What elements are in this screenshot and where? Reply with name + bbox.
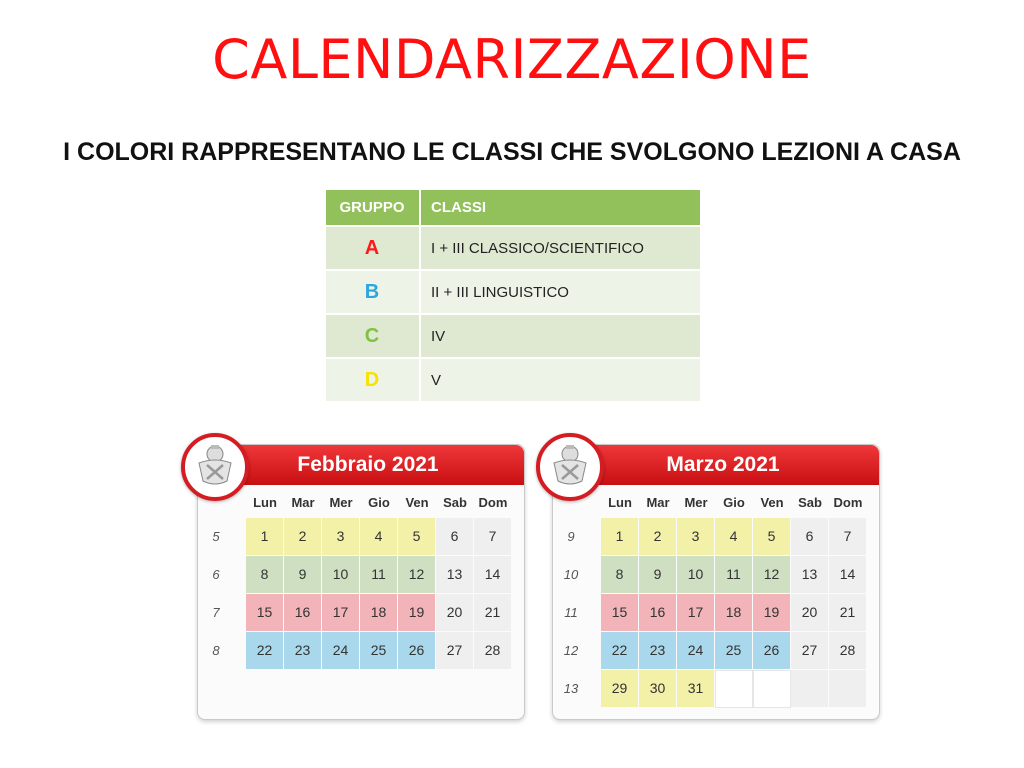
day-cell: 10 xyxy=(322,556,360,594)
day-cell: 7 xyxy=(829,518,867,556)
legend-classes: II + III LINGUISTICO xyxy=(420,270,701,314)
day-cell: 18 xyxy=(360,594,398,632)
day-cell: 19 xyxy=(398,594,436,632)
weekday-label: Ven xyxy=(405,495,429,510)
day-cell: 4 xyxy=(715,518,753,556)
calendar-month-title: Febbraio 2021 xyxy=(297,453,439,476)
day-cell: 20 xyxy=(436,594,474,632)
day-cell: 2 xyxy=(639,518,677,556)
legend-header-classes: CLASSI xyxy=(420,190,701,226)
weekday-label: Dom xyxy=(478,495,508,510)
day-cell xyxy=(753,670,791,708)
day-cell: 2 xyxy=(284,518,322,556)
weekday-label: Gio xyxy=(368,495,390,510)
legend-group-letter: C xyxy=(326,314,420,358)
day-cell: 20 xyxy=(791,594,829,632)
day-cell: 24 xyxy=(677,632,715,670)
day-cell: 21 xyxy=(474,594,512,632)
day-cell: 18 xyxy=(715,594,753,632)
day-cell: 28 xyxy=(474,632,512,670)
day-cell: 16 xyxy=(284,594,322,632)
legend-group-letter: D xyxy=(326,358,420,401)
week-number: 13 xyxy=(563,681,579,696)
day-cell: 16 xyxy=(639,594,677,632)
day-cell: 12 xyxy=(753,556,791,594)
week-number: 11 xyxy=(564,605,578,620)
weekday-label: Lun xyxy=(253,495,277,510)
week-number: 10 xyxy=(563,567,579,582)
weekday-label: Mar xyxy=(646,495,670,510)
page-subtitle: I COLORI RAPPRESENTANO LE CLASSI CHE SVOLGONO LEZIONI A CASA xyxy=(63,138,961,166)
day-cell xyxy=(829,670,867,708)
weekday-label: Dom xyxy=(833,495,863,510)
day-cell: 28 xyxy=(829,632,867,670)
day-cell: 9 xyxy=(284,556,322,594)
day-cell: 4 xyxy=(360,518,398,556)
day-cell: 30 xyxy=(639,670,677,708)
day-cell: 19 xyxy=(753,594,791,632)
day-cell: 25 xyxy=(715,632,753,670)
day-cell: 26 xyxy=(398,632,436,670)
day-cell: 15 xyxy=(601,594,639,632)
day-cell: 14 xyxy=(829,556,867,594)
day-cell: 8 xyxy=(601,556,639,594)
day-cell: 29 xyxy=(601,670,639,708)
legend-group-letter: A xyxy=(326,226,420,270)
weekday-label: Mer xyxy=(684,495,708,510)
week-number: 8 xyxy=(212,643,220,658)
week-number: 12 xyxy=(563,643,579,658)
day-cell xyxy=(715,670,753,708)
day-cell: 13 xyxy=(436,556,474,594)
weekday-label: Mer xyxy=(329,495,353,510)
legend-row-d xyxy=(326,358,701,401)
day-cell: 8 xyxy=(246,556,284,594)
day-cell: 12 xyxy=(398,556,436,594)
calendar-february xyxy=(197,444,525,720)
day-cell: 1 xyxy=(246,518,284,556)
day-cell: 6 xyxy=(791,518,829,556)
day-cell: 17 xyxy=(677,594,715,632)
day-cell: 27 xyxy=(436,632,474,670)
papal-seal-icon xyxy=(536,433,604,501)
day-cell: 24 xyxy=(322,632,360,670)
day-cell: 15 xyxy=(246,594,284,632)
legend-row-b xyxy=(326,270,701,314)
day-cell: 11 xyxy=(360,556,398,594)
page-title: CALENDARIZZAZIONE xyxy=(212,28,812,91)
day-cell: 5 xyxy=(398,518,436,556)
day-cell: 17 xyxy=(322,594,360,632)
legend-row-c xyxy=(326,314,701,358)
day-cell: 14 xyxy=(474,556,512,594)
weekday-label: Lun xyxy=(608,495,632,510)
day-cell: 9 xyxy=(639,556,677,594)
week-number: 6 xyxy=(212,567,220,582)
day-cell: 6 xyxy=(436,518,474,556)
day-cell: 7 xyxy=(474,518,512,556)
weekday-label: Ven xyxy=(760,495,784,510)
day-cell: 3 xyxy=(677,518,715,556)
day-cell: 3 xyxy=(322,518,360,556)
day-cell: 27 xyxy=(791,632,829,670)
legend-classes: IV xyxy=(420,314,701,358)
calendar-march xyxy=(552,444,880,720)
weekday-label: Sab xyxy=(798,495,822,510)
calendar-month-title: Marzo 2021 xyxy=(666,453,780,476)
day-cell: 22 xyxy=(601,632,639,670)
day-cell: 26 xyxy=(753,632,791,670)
day-cell xyxy=(791,670,829,708)
groups-legend-table xyxy=(326,190,702,401)
legend-classes: I + III CLASSICO/SCIENTIFICO xyxy=(420,226,701,270)
week-number: 9 xyxy=(567,529,575,544)
week-number: 7 xyxy=(212,605,220,620)
day-cell: 10 xyxy=(677,556,715,594)
weekday-label: Mar xyxy=(291,495,315,510)
day-cell: 13 xyxy=(791,556,829,594)
weekday-label: Sab xyxy=(443,495,467,510)
day-cell: 31 xyxy=(677,670,715,708)
day-cell: 23 xyxy=(284,632,322,670)
day-cell: 5 xyxy=(753,518,791,556)
day-cell: 23 xyxy=(639,632,677,670)
day-cell: 11 xyxy=(715,556,753,594)
weekday-label: Gio xyxy=(723,495,745,510)
week-number: 5 xyxy=(212,529,220,544)
day-cell: 25 xyxy=(360,632,398,670)
papal-seal-icon xyxy=(181,433,249,501)
legend-classes: V xyxy=(420,358,701,401)
legend-header-row xyxy=(326,190,701,226)
day-cell: 21 xyxy=(829,594,867,632)
day-cell: 22 xyxy=(246,632,284,670)
legend-row-a xyxy=(326,226,701,270)
legend-header-group: GRUPPO xyxy=(326,190,420,226)
legend-group-letter: B xyxy=(326,270,420,314)
day-cell: 1 xyxy=(601,518,639,556)
